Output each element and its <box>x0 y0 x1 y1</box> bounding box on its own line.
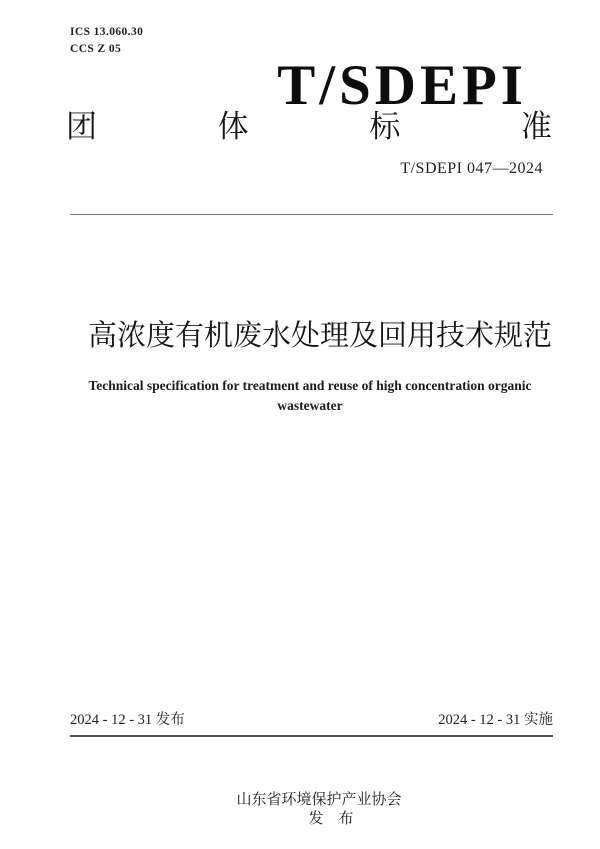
document-title-en-line1: Technical specification for treatment and reuse of high concentration organic <box>88 378 532 393</box>
standard-number: T/SDEPI 047—2024 <box>400 160 543 177</box>
publisher-org: 山东省环境保护产业协会 <box>236 791 402 808</box>
publisher-line <box>70 771 553 849</box>
category-char-1: 团 <box>66 109 97 144</box>
category-char-4: 准 <box>520 109 552 144</box>
category-char-3: 标 <box>369 109 401 144</box>
document-title-en-line2: wastewater <box>277 398 343 413</box>
date-row <box>70 712 553 729</box>
standard-category-title <box>66 111 552 142</box>
implement-date: 2024 - 12 - 31 实施 <box>438 712 553 728</box>
footer-divider-line <box>70 735 553 737</box>
header-divider-line <box>70 214 553 215</box>
publisher-action: 发 布 <box>308 811 354 827</box>
category-char-2: 体 <box>217 109 249 144</box>
ccs-code: CCS Z 05 <box>70 43 122 55</box>
document-title-cn: 高浓度有机废水处理及回用技术规范 <box>87 320 552 352</box>
document-title-en <box>60 376 560 416</box>
issue-date: 2024 - 12 - 31 发布 <box>70 712 185 728</box>
ics-code: ICS 13.060.30 <box>70 26 144 38</box>
standard-body-logo: T/SDEPI <box>277 54 527 117</box>
